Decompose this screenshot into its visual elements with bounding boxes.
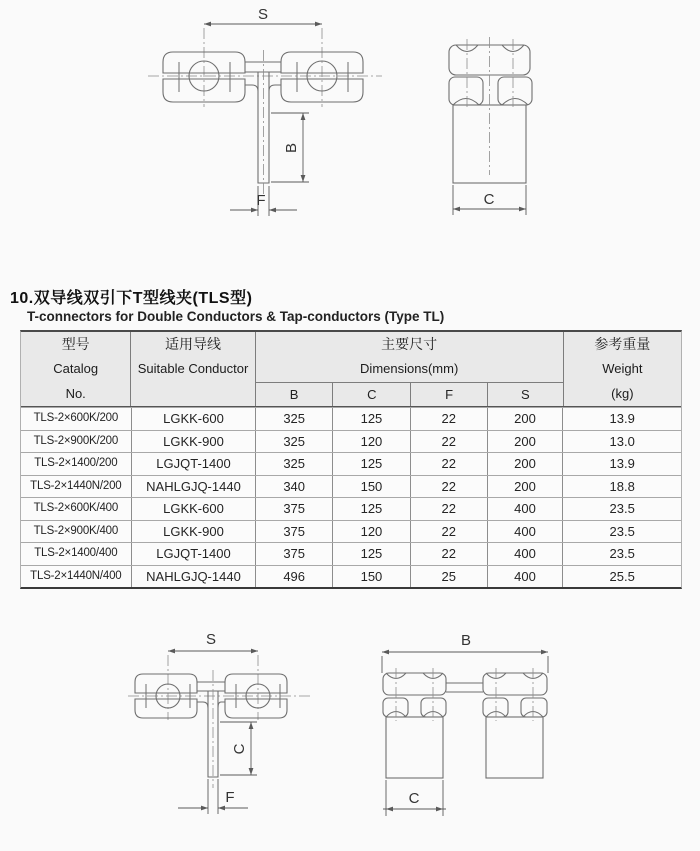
bottom-side-drawing xyxy=(370,628,565,848)
cell-conductor: LGJQT-1400 xyxy=(131,453,256,475)
cell-b: 375 xyxy=(255,498,332,520)
dim-label-c: C xyxy=(483,191,495,208)
dim-label-s: S xyxy=(257,6,269,23)
top-plan-drawing xyxy=(90,5,390,230)
table-row xyxy=(21,452,681,475)
cell-s: 200 xyxy=(487,453,563,475)
cell-f: 22 xyxy=(410,453,487,475)
cell-b: 375 xyxy=(255,521,332,543)
cell-c: 125 xyxy=(332,408,410,430)
header-conductor xyxy=(130,332,254,406)
cell-c: 120 xyxy=(332,521,410,543)
spec-table xyxy=(20,330,682,589)
header-dim-c: C xyxy=(332,383,410,406)
cell-conductor: NAHLGJQ-1440 xyxy=(131,566,256,588)
cell-c: 125 xyxy=(332,453,410,475)
cell-catalog: TLS-2×1400/200 xyxy=(34,457,118,469)
cell-f: 22 xyxy=(410,498,487,520)
header-dim-f: F xyxy=(410,383,487,406)
cell-c: 150 xyxy=(332,476,410,498)
cell-f: 22 xyxy=(410,521,487,543)
table-header xyxy=(21,332,681,407)
table-row xyxy=(21,475,681,498)
header-dim-b: B xyxy=(289,387,299,402)
cell-catalog: TLS-2×1440N/400 xyxy=(30,569,122,582)
cell-conductor: LGKK-600 xyxy=(131,498,256,520)
cell-weight: 18.8 xyxy=(562,476,681,498)
dim-label-f: F xyxy=(225,789,235,806)
cell-weight: 23.5 xyxy=(562,521,681,543)
table-row xyxy=(21,407,681,430)
cell-c: 125 xyxy=(332,543,410,565)
cell-catalog: TLS-2×1440N/200 xyxy=(30,479,122,492)
dim-label-b: B xyxy=(283,142,300,154)
cell-f: 22 xyxy=(410,543,487,565)
cell-b: 496 xyxy=(255,566,332,588)
cell-f: 22 xyxy=(410,476,487,498)
cell-weight: 13.0 xyxy=(562,431,681,453)
cell-conductor: LGJQT-1400 xyxy=(131,543,256,565)
header-catalog xyxy=(21,332,130,406)
header-dim-s: S xyxy=(487,383,563,406)
top-side-drawing xyxy=(430,25,600,225)
cell-c: 125 xyxy=(332,498,410,520)
dim-label-s: S xyxy=(205,631,217,648)
header-weight-en: Weight xyxy=(602,361,643,376)
header-catalog-en: Catalog xyxy=(53,361,99,376)
table-row xyxy=(21,542,681,565)
cell-c: 150 xyxy=(332,566,410,588)
table-row xyxy=(21,430,681,453)
cell-conductor: NAHLGJQ-1440 xyxy=(131,476,256,498)
cell-weight: 25.5 xyxy=(562,566,681,588)
section-title: 10.双导线双引下T型线夹(TLS型) xyxy=(10,290,253,307)
cell-c: 120 xyxy=(332,431,410,453)
cell-conductor: LGKK-900 xyxy=(131,431,256,453)
dim-label-c: C xyxy=(408,790,420,807)
header-weight xyxy=(563,332,681,406)
cell-weight: 23.5 xyxy=(562,543,681,565)
dim-label-b: B xyxy=(460,632,472,649)
table-row xyxy=(21,565,681,588)
header-conductor-zh: 适用导线 xyxy=(165,336,222,352)
header-catalog-zh: 型号 xyxy=(61,336,90,352)
cell-f: 25 xyxy=(410,566,487,588)
cell-conductor: LGKK-600 xyxy=(131,408,256,430)
cell-b: 325 xyxy=(255,408,332,430)
header-weight-unit: (kg) xyxy=(611,386,634,401)
cell-weight: 13.9 xyxy=(562,453,681,475)
cell-weight: 23.5 xyxy=(562,498,681,520)
header-dimensions xyxy=(255,332,563,406)
cell-b: 325 xyxy=(255,453,332,475)
table-row xyxy=(21,497,681,520)
header-weight-zh: 参考重量 xyxy=(594,336,651,352)
cell-weight: 13.9 xyxy=(562,408,681,430)
cell-b: 340 xyxy=(255,476,332,498)
cell-s: 200 xyxy=(487,408,563,430)
cell-catalog: TLS-2×600K/200 xyxy=(33,412,119,424)
cell-s: 400 xyxy=(487,498,563,520)
cell-s: 400 xyxy=(487,543,563,565)
header-dim-letters xyxy=(256,382,563,406)
cell-b: 375 xyxy=(255,543,332,565)
cell-s: 200 xyxy=(487,431,563,453)
cell-f: 22 xyxy=(410,408,487,430)
cell-conductor: LGKK-900 xyxy=(131,521,256,543)
cell-s: 200 xyxy=(487,476,563,498)
cell-f: 22 xyxy=(410,431,487,453)
section-subtitle: T-connectors for Double Conductors & Tap-conductors (Type TL) xyxy=(27,309,445,324)
dim-label-c: C xyxy=(231,743,248,755)
header-dims-en: Dimensions(mm) xyxy=(360,361,459,376)
header-conductor-en: Suitable Conductor xyxy=(137,361,249,376)
header-catalog-no: No. xyxy=(65,386,86,401)
cell-catalog: TLS-2×900K/400 xyxy=(33,524,119,537)
cell-catalog: TLS-2×1400/400 xyxy=(34,547,118,559)
table-row xyxy=(21,520,681,543)
dim-label-f: F xyxy=(256,192,266,209)
bottom-plan-drawing xyxy=(120,628,340,848)
cell-catalog: TLS-2×600K/400 xyxy=(33,502,119,514)
cell-catalog: TLS-2×900K/200 xyxy=(33,434,119,447)
cell-s: 400 xyxy=(487,521,563,543)
cell-b: 325 xyxy=(255,431,332,453)
cell-s: 400 xyxy=(487,566,563,588)
header-dims-zh: 主要尺寸 xyxy=(381,336,438,352)
